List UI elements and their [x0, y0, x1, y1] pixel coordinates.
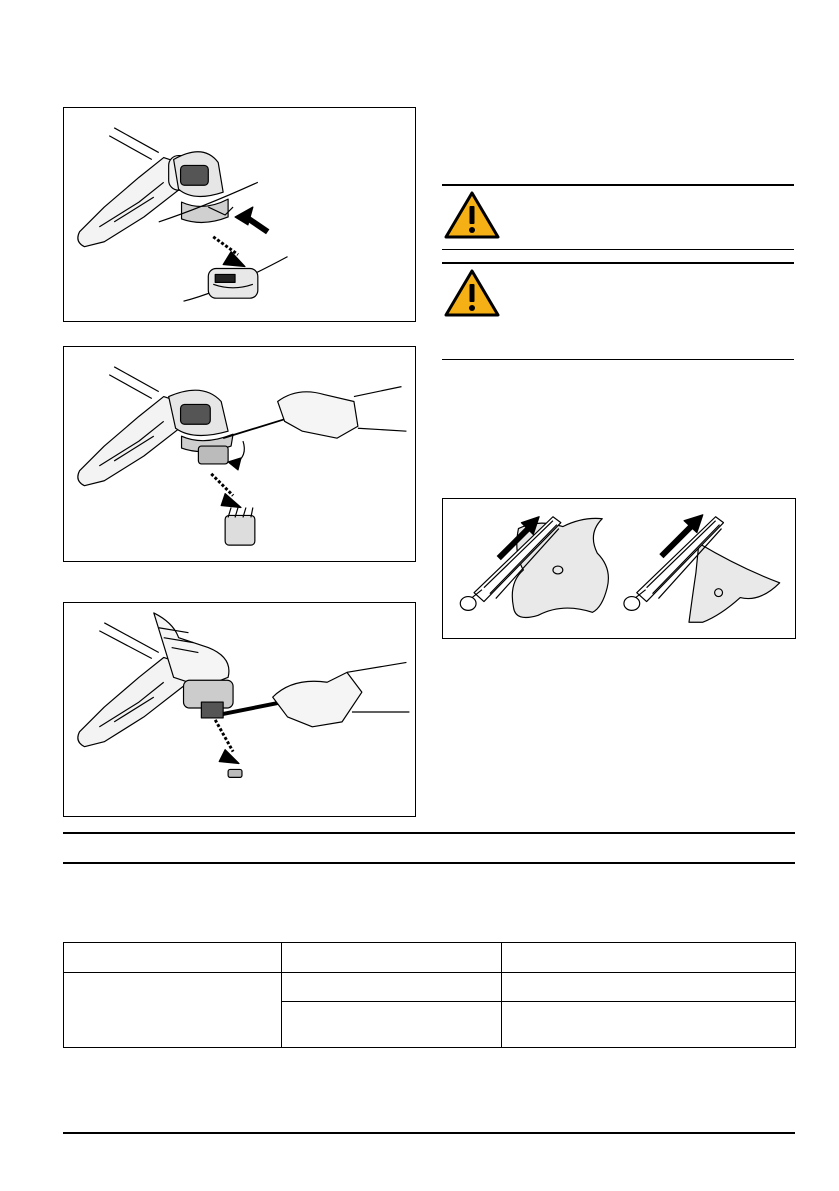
table-cell — [502, 973, 796, 1002]
warning-bottom-rule-1 — [442, 249, 794, 250]
warning-triangle-icon — [444, 190, 500, 240]
wrench-unscrew-illustration — [64, 603, 415, 816]
warning-triangle-icon — [444, 268, 500, 318]
table-header-cell — [64, 943, 282, 973]
file-sharpening-blades-illustration — [443, 499, 795, 638]
warning-top-rule-2 — [442, 262, 794, 264]
table-cell — [502, 1002, 796, 1048]
table-cell — [282, 1002, 502, 1048]
screwdriver-unscrew-illustration — [64, 347, 415, 561]
trimmer-head-removal-illustration — [64, 108, 415, 321]
table-cell — [64, 973, 282, 1048]
remove-spool-cap-figure — [63, 346, 416, 562]
remove-trimmer-head-figure — [63, 107, 416, 322]
table-header-row — [64, 943, 796, 973]
footer-rule — [63, 1132, 795, 1134]
table-header-cell — [502, 943, 796, 973]
remove-blade-nut-figure — [63, 602, 416, 817]
table-row — [64, 973, 796, 1002]
warning-top-rule-1 — [442, 184, 794, 186]
section-heading-bottom-rule — [63, 862, 795, 864]
table-header-cell — [282, 943, 502, 973]
blade-sharpening-figure — [442, 498, 796, 639]
table-cell — [282, 973, 502, 1002]
section-heading-top-rule — [63, 832, 795, 834]
specification-table — [63, 942, 796, 1048]
warning-bottom-rule-2 — [442, 359, 794, 360]
